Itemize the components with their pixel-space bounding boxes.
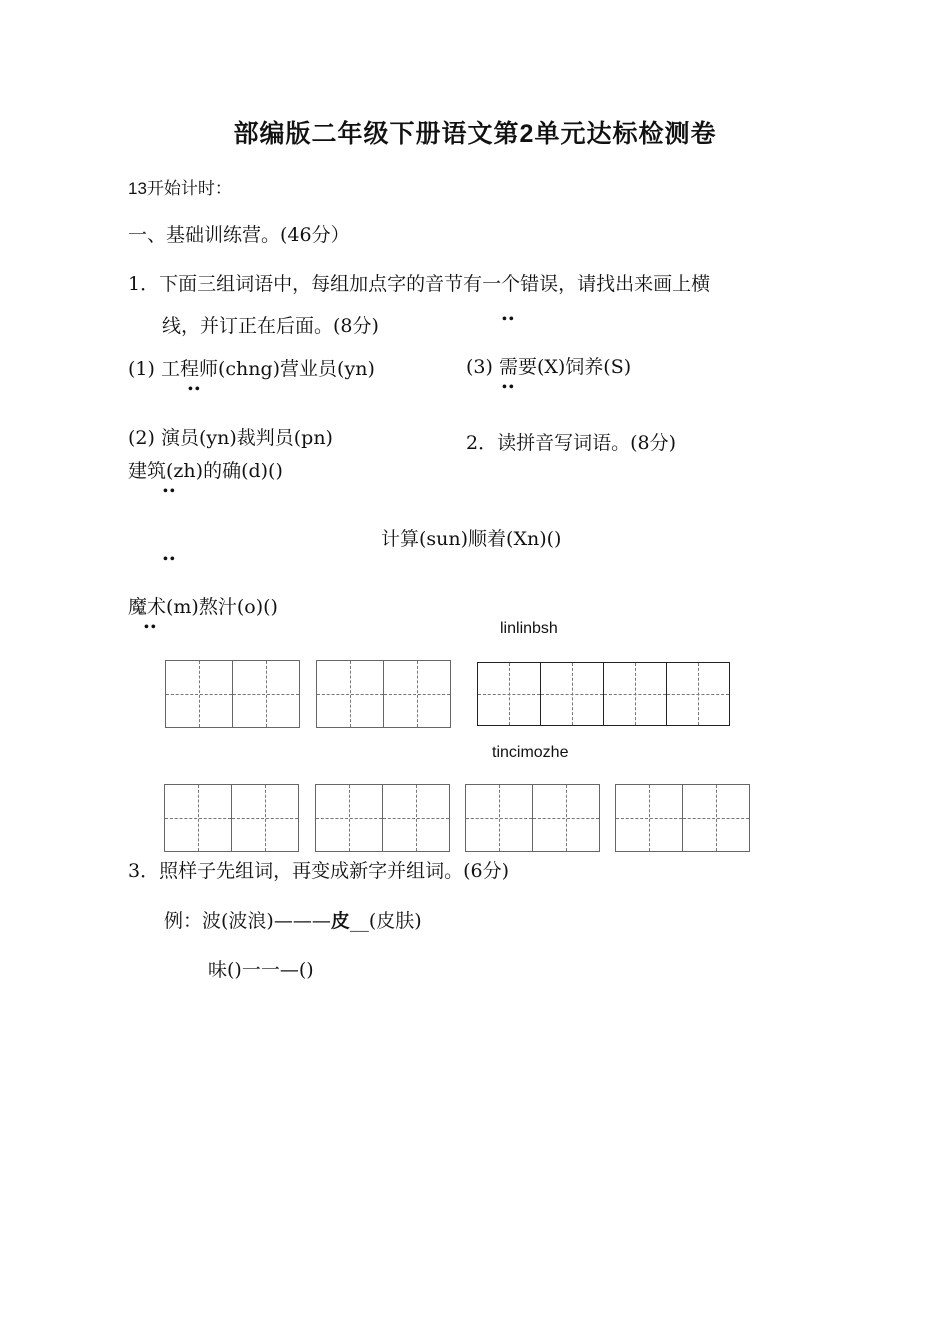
writing-grid-2-3[interactable] [465, 784, 600, 852]
item-3: (3) 需要(X)饲养(S) [466, 356, 632, 378]
emphasis-dots: •• [502, 380, 516, 395]
writing-cell[interactable] [315, 784, 383, 852]
item-1: (1) 工程师(chng)营业员(yn) [128, 358, 375, 380]
word-jianzhu: 建筑(zh)的确(d)() [128, 460, 283, 482]
writing-cell[interactable] [682, 784, 750, 852]
writing-grid-2-4[interactable] [615, 784, 750, 852]
writing-cell[interactable] [615, 784, 683, 852]
question-1-line-2: 线，并订正在后面。(8分) [162, 315, 379, 337]
writing-grid-2-1[interactable] [164, 784, 299, 852]
writing-grid-1-3[interactable] [477, 662, 730, 726]
writing-cell[interactable] [316, 660, 384, 728]
writing-cell[interactable] [231, 784, 299, 852]
writing-grid-2-2[interactable] [315, 784, 450, 852]
writing-cell[interactable] [603, 662, 667, 726]
writing-cell[interactable] [232, 660, 300, 728]
writing-cell[interactable] [540, 662, 604, 726]
example-blank: __ [349, 910, 369, 932]
emphasis-dots: •• [163, 484, 177, 499]
writing-grid-1-1[interactable] [165, 660, 300, 728]
writing-grid-1-2[interactable] [316, 660, 451, 728]
item-2: (2) 演员(yn)裁判员(pn) [128, 427, 333, 449]
writing-cell[interactable] [532, 784, 600, 852]
question-3-item-1: 味()一一—() [208, 959, 314, 981]
writing-cell[interactable] [165, 660, 233, 728]
example-suffix: (皮肤) [368, 910, 422, 932]
word-moshu: 魔术(m)熬汁(o)() [128, 596, 278, 618]
emphasis-dots: •• [188, 382, 202, 397]
emphasis-dots: •• [163, 552, 177, 567]
writing-cell[interactable] [383, 660, 451, 728]
writing-cell[interactable] [164, 784, 232, 852]
question-1-line-1: 1．下面三组词语中，每组加点字的音节有一个错误，请找出来画上横 [128, 273, 711, 295]
writing-cell[interactable] [465, 784, 533, 852]
question-2: 2．读拼音写词语。(8分) [466, 432, 677, 454]
word-jisuan: 计算(sun)顺着(Xn)() [381, 528, 562, 550]
example-line [164, 906, 422, 933]
writing-cell[interactable] [382, 784, 450, 852]
timer-label: 13开始计时： [128, 179, 232, 198]
pinyin-prompt-1: linlinbsh [500, 620, 558, 637]
section-heading: 一、基础训练营。(46分） [128, 224, 350, 246]
example-prefix: 例：波(波浪)——— [164, 910, 331, 932]
writing-cell[interactable] [666, 662, 730, 726]
writing-cell[interactable] [477, 662, 541, 726]
pinyin-prompt-2: tincimozhe [492, 744, 569, 761]
emphasis-dots: •• [502, 312, 516, 327]
page-title: 部编版二年级下册语文第2单元达标检测卷 [233, 120, 717, 148]
emphasis-dots: •• [144, 620, 158, 635]
question-3: 3．照样子先组词，再变成新字并组词。(6分) [128, 860, 510, 882]
example-answer: 皮 [330, 911, 350, 932]
